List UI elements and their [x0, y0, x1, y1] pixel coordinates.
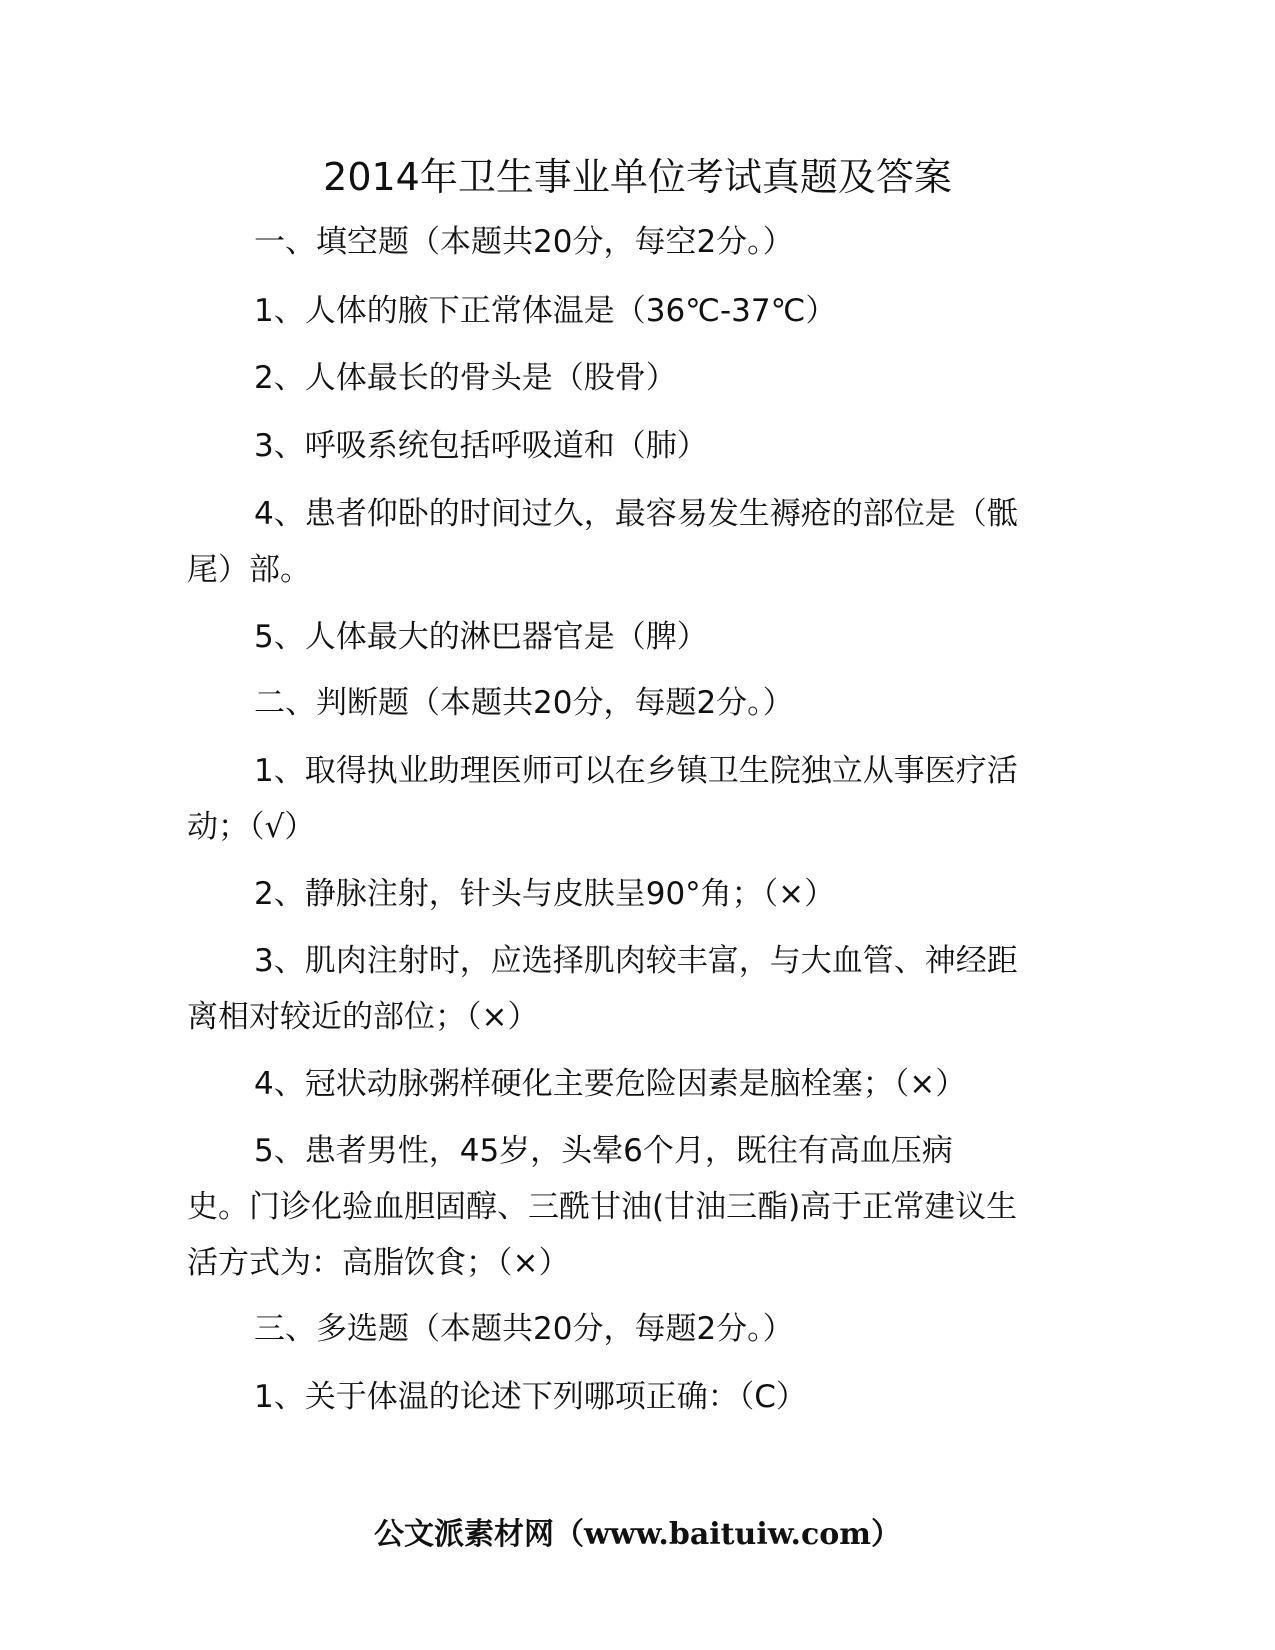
question-line-continued: 动；（√）: [187, 809, 316, 845]
section-heading-multiple-choice: 三、多选题（本题共20分，每题2分。）: [254, 1311, 794, 1347]
question-line-continued: 离相对较近的部位；（×）: [187, 999, 539, 1035]
footer-watermark: 公文派素材网（www.baituiw.com）: [373, 1517, 902, 1552]
question-line: 5、患者男性，45岁，头晕6个月，既往有高血压病: [254, 1133, 953, 1169]
question-line: 4、冠状动脉粥样硬化主要危险因素是脑栓塞；（×）: [254, 1066, 967, 1102]
question-line-continued: 活方式为：高脂饮食；（×）: [187, 1245, 570, 1281]
question-line-continued: 尾）部。: [187, 552, 311, 588]
section-heading-true-false: 二、判断题（本题共20分，每题2分。）: [254, 685, 794, 721]
question-line: 1、取得执业助理医师可以在乡镇卫生院独立从事医疗活: [254, 753, 1018, 789]
question-line-continued: 史。门诊化验血胆固醇、三酰甘油(甘油三酯)高于正常建议生: [187, 1189, 1018, 1225]
section-heading-fill-in: 一、填空题（本题共20分，每空2分。）: [254, 224, 794, 260]
question-line: 3、肌肉注射时，应选择肌肉较丰富，与大血管、神经距: [254, 943, 1018, 979]
question-line: 1、关于体温的论述下列哪项正确：（C）: [254, 1379, 807, 1415]
question-line: 2、静脉注射，针头与皮肤呈90°角；（×）: [254, 876, 836, 912]
question-line: 1、人体的腋下正常体温是（36℃-37℃）: [254, 293, 837, 329]
question-line: 3、呼吸系统包括呼吸道和（肺）: [254, 428, 708, 464]
document-title: 2014年卫生事业单位考试真题及答案: [323, 155, 952, 199]
question-line: 5、人体最大的淋巴器官是（脾）: [254, 619, 708, 655]
question-line: 4、患者仰卧的时间过久，最容易发生褥疮的部位是（骶: [254, 496, 1018, 532]
question-line: 2、人体最长的骨头是（股骨）: [254, 360, 677, 396]
